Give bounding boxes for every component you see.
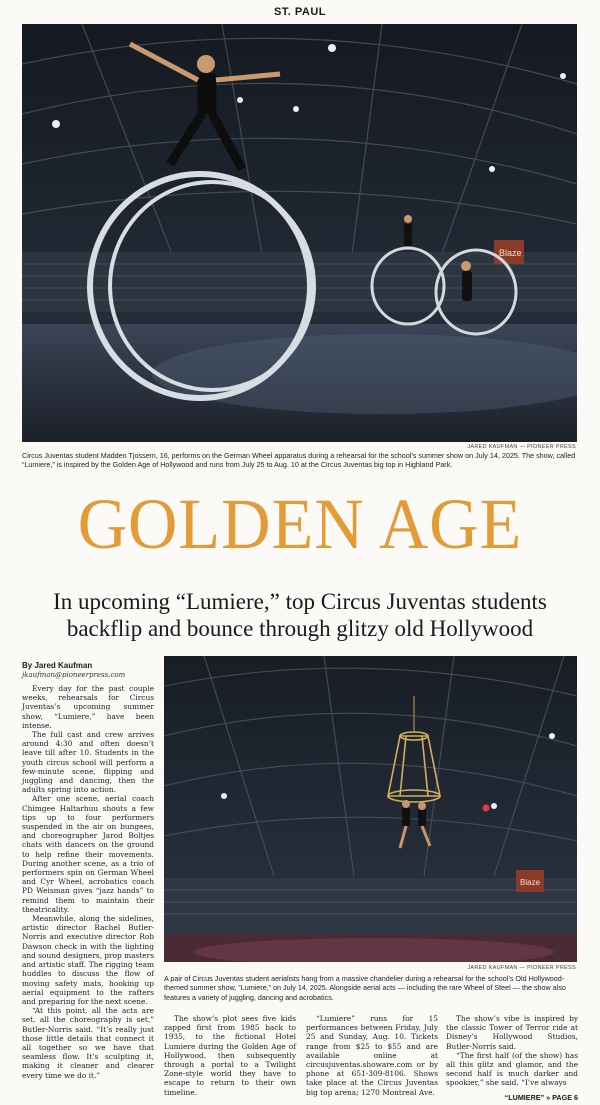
section-label: ST. PAUL: [273, 6, 327, 18]
author-email[interactable]: jkaufman@pioneerpress.com: [22, 671, 126, 679]
paragraph: The full cast and crew arrives around 4:30 and often doesn’t leave till after 10. Students in the youth circus school will perform a few-minute scene, flipping and juggling and dancing, then the adults spring into action.: [22, 730, 154, 795]
paragraph: “The first half (of the show) has all this glitz and glamor, and the second half is much darker and spookier,” she said. “I’ve always: [446, 1050, 578, 1088]
paragraph: The show’s plot sees five kids zapped first from 1985 back to 1935, to the fictional Hotel Lumiere during the Golden Age of Hollywood, then subsequently through a portal to a Twilight Zone-style world they have to escape to return to their own timeline.: [164, 1014, 296, 1097]
blaze-sign: Blaze: [520, 878, 541, 887]
byline: By Jared Kaufman: [22, 661, 93, 670]
paragraph: The show’s vibe is inspired by the classic Tower of Terror ride at Disney’s Hollywood Studios, Butler-Norris said.: [446, 1014, 578, 1051]
paragraph: Every day for the past couple weeks, rehearsals for Circus Juventas’s upcoming summer show, “Lumiere,” have been intense.: [22, 684, 154, 730]
article-column-2: [164, 1014, 296, 1097]
photo-credit: JARED KAUFMAN — PIONEER PRESS: [467, 965, 576, 971]
chandelier-photo: [164, 656, 577, 962]
paragraph: After one scene, aerial coach Chimgee Haltarhuu shouts a few tips up to four performers suspended in the air on bungees, and choreographer Jarod Boltjes chats with dancers on the ground to help refine their movements. During another scene, as a trio of performers spin on German Wheel and Cyr Wheel, acrobatics coach PD Weisman gives “jazz hands” to remind them to maintain their theatricality.: [22, 794, 154, 914]
secondary-photo: [164, 656, 577, 962]
paragraph: “Lumiere” runs for 15 performances between Friday, July 25 and Sunday, Aug. 10. Tickets range from $25 to $55 and are available online at circusjuventas.showare.com or by phone at 651-309-8106. Shows take place at the Circus Juventas big top arena; 1270 Montreal Ave.: [306, 1014, 438, 1097]
continued-jump-line[interactable]: “LUMIERE” » PAGE 6: [504, 1093, 578, 1102]
blaze-sign: Blaze: [499, 248, 522, 258]
photo-credit: JARED KAUFMAN — PIONEER PRESS: [467, 444, 576, 450]
subheadline: In upcoming “Lumiere,” top Circus Juventas students backflip and bounce through glitzy old Hollywood: [53, 589, 547, 641]
article-column-4: [446, 1014, 578, 1088]
article-column-3: [306, 1014, 438, 1097]
headline: GOLDEN AGE: [77, 484, 523, 564]
main-photo: [22, 24, 577, 442]
paragraph: Meanwhile, along the sidelines, artistic director Rachel Butler-Norris and executive director Rob Dawson check in with the lighting and sound designers, prop masters and artistic staff. The rigging team huddles to discuss the flow of moving safety mats, hooking up aerial equipment to the rafters and preparing for the next scene.: [22, 914, 154, 1006]
german-wheel-photo: [22, 24, 577, 442]
article-column-1: [22, 684, 154, 1080]
paragraph: “At this point, all the acts are set, all the choreography is set,” Butler-Norris said. “It’s really just those little details that connect it all together so we have that seamless flow. It’s sculpting it, making it cleaner and clearer every time we do it.”: [22, 1006, 154, 1080]
photo-caption: A pair of Circus Juventas student aerialists hang from a massive chandelier during a rehearsal for the school’s Old Hollywood-themed summer show, “Lumiere,” on July 14, 2025. Alongside aerial acts — including the rare Wheel of Steel — the show also features a variety of juggling, dancing and acrobatics.: [164, 974, 566, 1002]
photo-caption: Circus Juventas student Madden Tjossem, 16, performs on the German Wheel apparatus during a rehearsal for the school's summer show on July 14, 2025. The show, called “Lumiere,” is inspired by the Golden Age of Hollywood and runs from July 25 to Aug. 10 at the Circus Juventas big top in Highland Park.: [22, 451, 576, 470]
